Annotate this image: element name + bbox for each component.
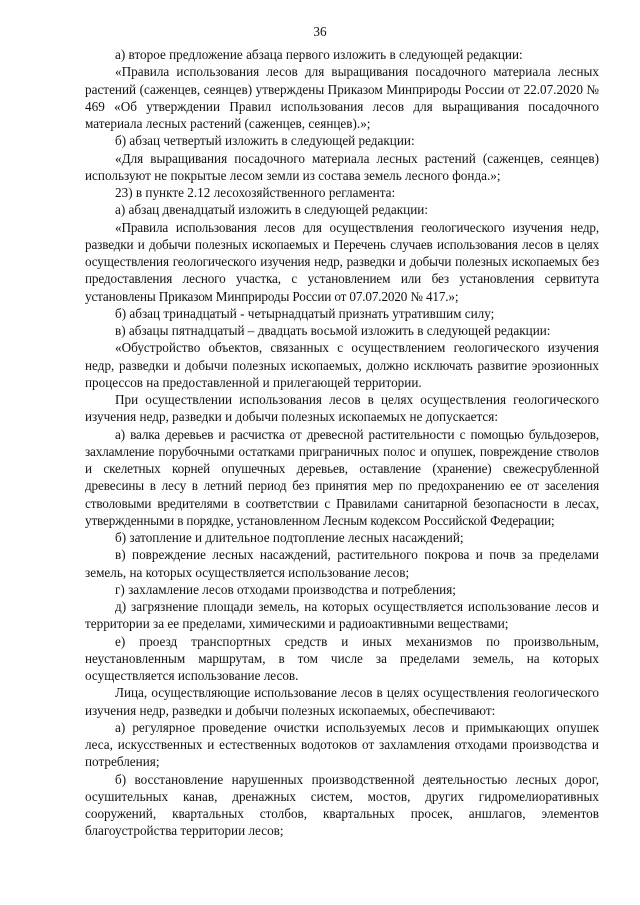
paragraph-18: Лица, осуществляющие использование лесов в целях осуществления геологического изучения недр, разведки и добычи полезных ископаемых, обеспечивают: (85, 685, 599, 718)
paragraph-14: в) повреждение лесных насаждений, растительного покрова и почв за пределами земель, на которых осуществляется использование лесов; (85, 547, 599, 580)
paragraph-2: «Правила использования лесов для выращивания посадочного материала лесных растений (саженцев, сеянцев) утверждены Приказом Минприроды России от 22.07.2020 № 469 «Об утверждении Правил использования лесов для выращивания посадочного материала лесных растений (саженцев, сеянцев).»; (85, 64, 599, 131)
paragraph-4: «Для выращивания посадочного материала лесных растений (саженцев, сеянцев) используют не покрытые лесом земли из состава земель лесного фонда.»; (85, 150, 599, 183)
paragraph-1: а) второе предложение абзаца первого изложить в следующей редакции: (115, 47, 523, 62)
page-number: 36 (313, 24, 327, 39)
paragraph-13: б) затопление и длительное подтопление лесных насаждений; (115, 530, 464, 545)
paragraph-15: г) захламление лесов отходами производства и потребления; (115, 581, 456, 597)
paragraph-8: б) абзац тринадцатый - четырнадцатый признать утратившим силу; (115, 305, 495, 321)
paragraph-19: а) регулярное проведение очистки используемых лесов и примыкающих опушек леса, искусственных и естественных водотоков от захламления отходами производства и потребления; (85, 719, 599, 770)
paragraph-9: в) абзацы пятнадцатый – двадцать восьмой изложить в следующей редакции: (115, 323, 551, 338)
paragraph-12: а) валка деревьев и расчистка от древесной растительности с помощью бульдозеров, захламление порубочными остатками приграничных полос и опушек, повреждение стволов и скелетных корней опушечных деревьев, оставление (хранение) свежесрубленной древесины в лесу в летний период без принятия мер по предохранению ее от заселения стволовыми вредителями в соответствии с Правилами санитарной безопасности в лесах, утвержденными в порядке, установленном Лесным кодексом Российской Федерации; (85, 426, 599, 528)
paragraph-6: а) абзац двенадцатый изложить в следующей редакции: (115, 202, 428, 218)
paragraph-10: «Обустройство объектов, связанных с осуществлением геологического изучения недр, разведки и добычи полезных ископаемых, должно исключать развитие эрозионных процессов на предоставленной и прилегающей территории. (85, 340, 599, 390)
paragraph-17: е) проезд транспортных средств и иных механизмов по произвольным, неустановленным маршрутам, в том числе за пределами земель, на которых осуществляется использование лесов. (85, 633, 599, 683)
document-body (85, 46, 599, 840)
paragraph-7: «Правила использования лесов для осуществления геологического изучения недр, разведки и добычи полезных ископаемых и Перечень случаев использования лесов в целях осуществления геологического изучения недр, разведки и добычи полезных ископаемых без предоставления лесного участка, с установлением или без установления сервитута установлены Приказом Минприроды России от 07.07.2020 № 417.»; (85, 219, 599, 304)
paragraph-16: д) загрязнение площади земель, на которых осуществляется использование лесов и территории за ее пределами, химическими и радиоактивными веществами; (85, 599, 599, 632)
paragraph-5: 23) в пункте 2.12 лесохозяйственного регламента: (115, 185, 396, 200)
paragraph-11: При осуществлении использования лесов в целях осуществления геологического изучения недр, разведки и добычи полезных ископаемых не допускается: (85, 392, 599, 425)
paragraph-3: б) абзац четвертый изложить в следующей редакции: (115, 133, 415, 149)
paragraph-20: б) восстановление нарушенных производственной деятельностью лесных дорог, осушительных канав, дренажных систем, мостов, других гидромелиоративных сооружений, квартальных столбов, квартальных просек, аншлагов, элементов благоустройства территории лесов; (85, 771, 599, 839)
